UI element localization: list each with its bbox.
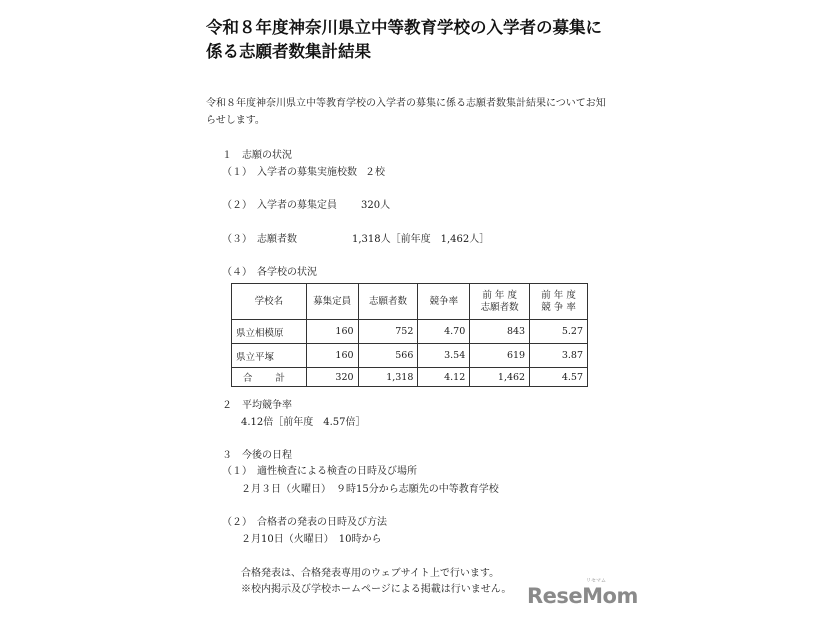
- section3-item2-detail: ２月10日（火曜日） 10時から: [241, 534, 382, 545]
- header-prev-ratio-line1: 前 年 度: [541, 289, 576, 301]
- resemom-logo: ReseMom: [527, 584, 638, 608]
- cell-total-ratio: 4.12: [418, 368, 470, 387]
- cell-ratio: 3.54: [418, 344, 470, 368]
- section1-item1-value: ２校: [365, 167, 385, 178]
- section3-note1: 合格発表は、合格発表専用のウェブサイト上で行います。: [241, 568, 500, 579]
- cell-applicants: 566: [358, 344, 418, 368]
- section1-item2-value: 320人: [361, 200, 391, 211]
- cell-prev-applicants: 619: [470, 344, 530, 368]
- header-school: 学校名: [232, 284, 307, 320]
- section3-item1-label: （１） 適性検査による検査の日時及び場所: [222, 466, 417, 477]
- header-prev-ratio: [530, 284, 588, 320]
- cell-total-prev-ratio: 4.57: [530, 368, 588, 387]
- cell-capacity: 160: [306, 344, 358, 368]
- section1-item2-label: （２） 入学者の募集定員: [222, 200, 337, 211]
- school-status-table: [231, 283, 588, 387]
- document-title: [206, 16, 646, 64]
- cell-total-prev-applicants: 1,462: [470, 368, 530, 387]
- title-line-1: 令和８年度神奈川県立中等教育学校の入学者の募集に: [206, 18, 602, 37]
- section1-item4-label: （４） 各学校の状況: [222, 267, 317, 278]
- header-capacity: 募集定員: [306, 284, 358, 320]
- table-header-row: [232, 284, 588, 320]
- header-applicants: 志願者数: [358, 284, 418, 320]
- cell-prev-ratio: 3.87: [530, 344, 588, 368]
- section3-note2: ※校内掲示及び学校ホームページによる掲載は行いません。: [241, 584, 512, 595]
- table-total-row: [232, 368, 588, 387]
- section1-item3-label: （３） 志願者数: [222, 234, 297, 245]
- title-line-2: 係る志願者数集計結果: [206, 42, 371, 61]
- header-prev-applicants-line2: 志願者数: [480, 301, 519, 313]
- cell-total-label: 合 計: [232, 368, 307, 387]
- section3-item1-detail: ２月３日（火曜日） ９時15分から志願先の中等教育学校: [241, 484, 499, 495]
- section2-heading: ２ 平均競争率: [222, 400, 292, 411]
- section1-item3-value: 1,318人［前年度 1,462人］: [352, 234, 490, 245]
- cell-prev-applicants: 843: [470, 320, 530, 344]
- header-prev-ratio-line2: 競 争 率: [541, 301, 576, 313]
- section3-item2-label: （２） 合格者の発表の日時及び方法: [222, 517, 387, 528]
- cell-capacity: 160: [306, 320, 358, 344]
- header-prev-applicants: [470, 284, 530, 320]
- section1-heading: １ 志願の状況: [222, 150, 292, 161]
- cell-total-applicants: 1,318: [358, 368, 418, 387]
- header-ratio: 競争率: [418, 284, 470, 320]
- cell-school: 県立相模原: [232, 320, 307, 344]
- section3-heading: ３ 今後の日程: [222, 450, 292, 461]
- cell-ratio: 4.70: [418, 320, 470, 344]
- cell-prev-ratio: 5.27: [530, 320, 588, 344]
- cell-total-capacity: 320: [306, 368, 358, 387]
- cell-school: 県立平塚: [232, 344, 307, 368]
- table-row: [232, 320, 588, 344]
- section1-item1-label: （１） 入学者の募集実施校数: [222, 167, 357, 178]
- header-prev-applicants-line1: 前 年 度: [482, 289, 517, 301]
- table-row: [232, 344, 588, 368]
- cell-applicants: 752: [358, 320, 418, 344]
- intro-paragraph: 令和８年度神奈川県立中等教育学校の入学者の募集に係る志願者数集計結果についてお知らせします。: [206, 98, 606, 126]
- section2-value: 4.12倍［前年度 4.57倍］: [241, 417, 366, 428]
- watermark-ruby: リセマム: [586, 578, 606, 584]
